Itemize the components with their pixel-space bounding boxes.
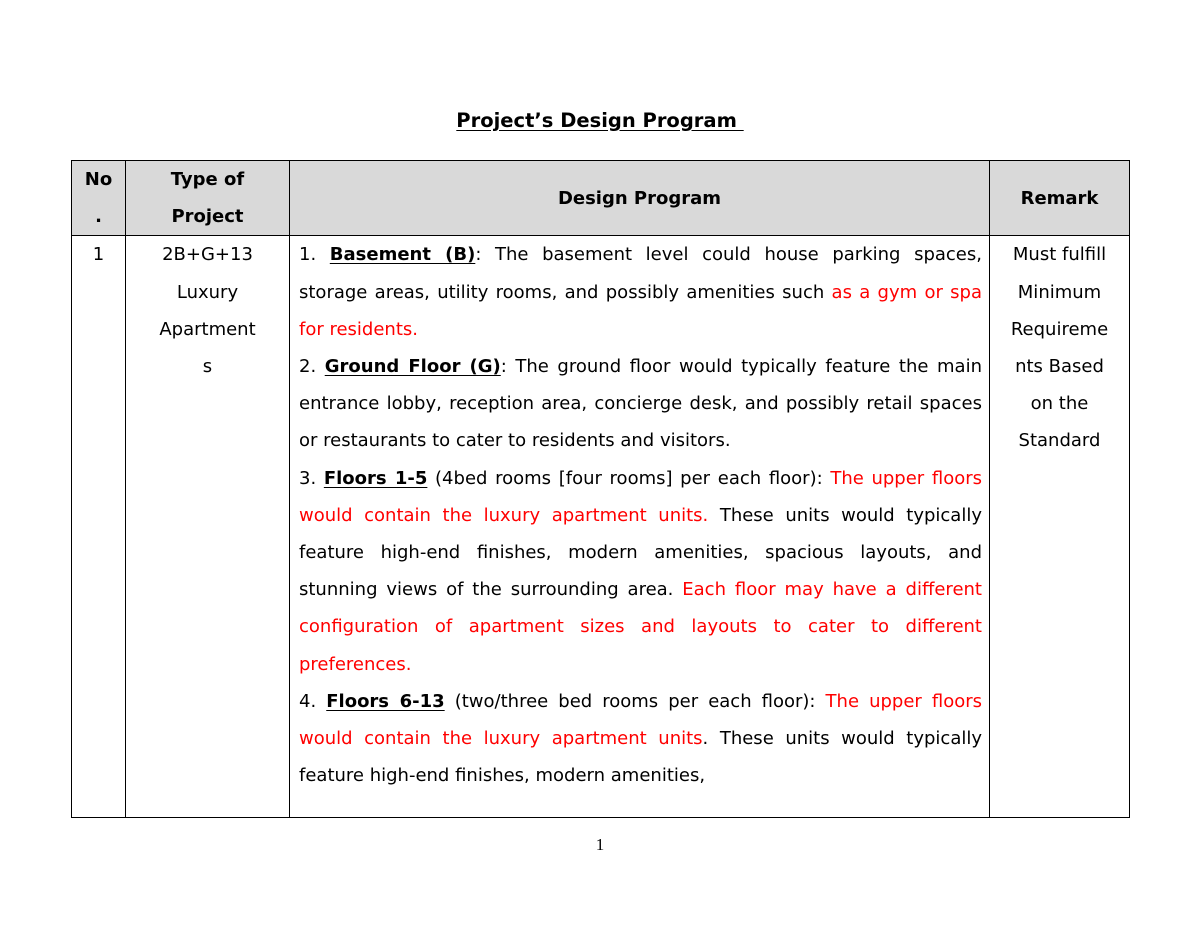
design-program-table — [71, 160, 1130, 818]
item-heading: Floors 6-13 — [326, 690, 445, 712]
item-text: : The ground floor would typically feature the main entrance lobby, reception area, concierge desk, and possibly retail spaces or restaurants to cater to residents and visitors. — [299, 356, 982, 452]
remark-line: Requireme — [1010, 318, 1109, 340]
item-text: . These units would typically feature high-end finishes, modern amenities, — [299, 728, 982, 787]
item-highlight: Each floor may have a different configuration of apartment sizes and layouts to cater to different preferences. — [299, 579, 982, 675]
program-item-floors-1-5 — [299, 460, 982, 683]
remark-cell — [990, 236, 1130, 818]
table-header-row — [72, 161, 1130, 236]
header-no-line1: No — [84, 169, 113, 190]
header-type-line1: Type of — [170, 169, 245, 190]
header-no — [72, 161, 126, 236]
row-number: 1 — [72, 236, 126, 818]
project-type-line: s — [202, 356, 213, 378]
item-number: 1. — [299, 244, 330, 266]
project-type-line: 2B+G+13 — [162, 244, 253, 266]
item-text: These units would typically feature high-end finishes, modern amenities, spacious layouts, and stunning views of the surrounding area. — [299, 504, 982, 601]
table-row — [72, 236, 1130, 818]
remark-line: on the — [1030, 393, 1089, 415]
design-program-cell — [290, 236, 990, 818]
page-number: 1 — [595, 835, 605, 854]
item-number: 2. — [299, 356, 325, 378]
item-highlight: The upper floors would contain the luxury apartment units. — [299, 467, 982, 526]
program-item-ground-floor — [299, 348, 982, 460]
remark-line: nts Based — [1015, 356, 1104, 378]
project-type-line: Apartment — [159, 318, 256, 340]
item-heading: Ground Floor (G) — [324, 356, 501, 378]
header-type-line2: Project — [171, 206, 244, 228]
program-item-floors-6-13 — [299, 683, 982, 795]
item-text: : The basement level could house parking spaces, storage areas, utility rooms, and possibly amenities such — [299, 244, 982, 303]
item-heading: Basement (B) — [329, 244, 476, 266]
item-text: (two/three bed rooms per each floor): — [444, 690, 826, 712]
page-title: Project’s Design Program — [456, 109, 744, 132]
project-type-cell — [126, 236, 290, 818]
project-type-line: Luxury — [176, 281, 239, 303]
item-highlight: The upper floors would contain the luxury apartment units — [299, 690, 982, 750]
item-text: (4bed rooms [four rooms] per each floor): — [427, 467, 831, 489]
header-design-program: Design Program — [290, 161, 990, 236]
item-heading: Floors 1-5 — [323, 467, 428, 489]
item-number: 3. — [299, 467, 324, 489]
header-remark: Remark — [990, 161, 1130, 236]
remark-line: Standard — [1018, 430, 1101, 452]
header-no-line2: . — [95, 206, 102, 228]
item-number: 4. — [299, 690, 327, 712]
item-highlight: as a gym or spa for residents. — [299, 281, 982, 340]
header-type — [126, 161, 290, 236]
remark-line: Minimum — [1017, 281, 1102, 303]
remark-line: Must fulfill — [1012, 244, 1107, 266]
program-item-basement — [299, 236, 982, 348]
